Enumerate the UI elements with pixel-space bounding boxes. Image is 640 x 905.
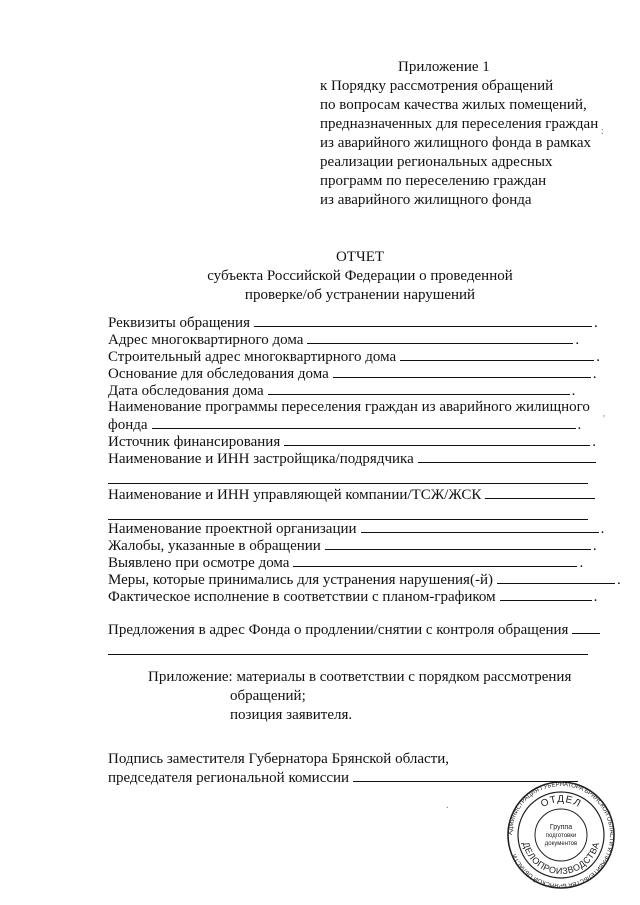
- field-blank-line[interactable]: [400, 348, 594, 361]
- field-end-period: .: [592, 366, 597, 382]
- field-blank-line[interactable]: [418, 450, 596, 463]
- stamp-center-line: документов: [544, 841, 578, 847]
- report-heading: [0, 248, 640, 305]
- field-blank-line[interactable]: [485, 486, 595, 499]
- attachment-block: [148, 668, 571, 725]
- report-subtitle-line1: субъекта Российской Федерации о проведенной: [207, 268, 513, 284]
- margin-mark: ': [603, 414, 605, 425]
- field-blank-line[interactable]: [293, 554, 577, 567]
- field-blank-line[interactable]: [108, 507, 588, 520]
- form-field-row: [108, 416, 608, 433]
- field-end-period: .: [577, 417, 582, 433]
- field-blank-line[interactable]: [108, 471, 588, 484]
- appendix-line: из аварийного жилищного фонда в рамках: [320, 135, 592, 151]
- signature-line1: Подпись заместителя Губернатора Брянской области,: [108, 751, 449, 767]
- field-label: Строительный адрес многоквартирного дома: [108, 349, 397, 365]
- form-field-row: [108, 571, 621, 588]
- field-blank-line[interactable]: [572, 621, 600, 634]
- field-blank-line[interactable]: [497, 571, 615, 584]
- field-blank-line[interactable]: [152, 416, 576, 429]
- field-label: Жалобы, указанные в обращении: [108, 538, 321, 554]
- field-label: Выявлено при осмотре дома: [108, 555, 290, 571]
- field-blank-line[interactable]: [108, 642, 588, 655]
- field-label: Источник финансирования: [108, 434, 281, 450]
- appendix-title: Приложение 1: [398, 59, 490, 75]
- form-field-row: [108, 365, 608, 382]
- field-blank-line[interactable]: [307, 331, 573, 344]
- form-field-row: [108, 588, 608, 605]
- field-end-period: .: [600, 521, 605, 537]
- appendix-line: предназначенных для переселения граждан: [320, 116, 599, 132]
- attachment-line: материалы в соответствии с порядком рассмотрения: [236, 669, 572, 685]
- field-end-period: .: [592, 538, 597, 554]
- field-label: Адрес многоквартирного дома: [108, 332, 304, 348]
- attachment-label: Приложение:: [148, 669, 233, 685]
- field-end-period: .: [571, 383, 576, 399]
- form-field-row: [108, 382, 608, 399]
- stamp-ring-bottom: ДЕЛОПРОИЗВОДСТВА: [520, 840, 602, 877]
- field-blank-line[interactable]: [333, 365, 591, 378]
- field-blank-line[interactable]: [268, 382, 570, 395]
- continuation-line[interactable]: [108, 638, 608, 655]
- continuation-line[interactable]: [108, 467, 608, 484]
- stamp-center-line: подготовки: [545, 833, 577, 839]
- field-label: Фактическое исполнение в соответствии с планом-графиком: [108, 589, 496, 605]
- field-blank-line[interactable]: [500, 588, 592, 601]
- appendix-line: реализации региональных адресных: [320, 154, 553, 170]
- field-blank-line[interactable]: [361, 520, 599, 533]
- appendix-line: по вопросам качества жилых помещений,: [320, 97, 587, 113]
- attachment-line: обращений;: [230, 688, 306, 704]
- form-field-row: [108, 621, 608, 638]
- field-label: Наименование программы переселения граждан из аварийного жилищного: [108, 399, 590, 415]
- field-label: Наименование и ИНН застройщика/подрядчика: [108, 451, 414, 467]
- field-end-period: .: [594, 315, 598, 331]
- field-blank-line[interactable]: [254, 314, 592, 327]
- field-label: Дата обследования дома: [108, 383, 264, 399]
- form-field-row: [108, 537, 608, 554]
- report-title: ОТЧЕТ: [335, 249, 385, 265]
- field-label: Наименование и ИНН управляющей компании/ТСЖ/ЖСК: [108, 487, 482, 503]
- report-subtitle-line2: проверке/об устранении нарушений: [244, 287, 476, 303]
- signature-line2: председателя региональной комиссии: [108, 770, 350, 786]
- stamp-outer-text: АДМИНИСТРАЦИЯ ГУБЕРНАТОРА БРЯНСКОЙ ОБЛАСТИ И ПРАВИТЕЛЬСТВА БРЯНСКОЙ ОБЛАСТИ: [507, 781, 615, 889]
- attachment-line: позиция заявителя.: [230, 707, 353, 723]
- form-field-row: [108, 486, 608, 503]
- field-blank-line[interactable]: [325, 537, 591, 550]
- form-field-row: [108, 348, 608, 365]
- appendix-line: программ по переселению граждан: [320, 173, 547, 189]
- field-blank-line[interactable]: [284, 433, 590, 446]
- field-label: Меры, которые принимались для устранения нарушения(-й): [108, 572, 493, 588]
- field-label: Наименование проектной организации: [108, 521, 357, 537]
- appendix-block: [320, 58, 620, 210]
- margin-mark: .: [446, 800, 449, 811]
- continuation-line[interactable]: [108, 503, 608, 520]
- field-end-period: .: [616, 572, 621, 588]
- appendix-line: из аварийного жилищного фонда: [320, 192, 532, 208]
- form-field-row: [108, 331, 608, 348]
- field-end-period: .: [596, 349, 600, 365]
- form-field-row: [108, 314, 608, 331]
- margin-mark: :: [601, 126, 604, 137]
- field-label: фонда: [108, 417, 148, 433]
- field-end-period: .: [579, 555, 584, 571]
- field-label: Предложения в адрес Фонда о продлении/снятии с контроля обращения: [108, 622, 569, 638]
- form-field-row: [108, 554, 608, 571]
- field-label: Реквизиты обращения: [108, 315, 250, 331]
- form-field-row: [108, 433, 608, 450]
- form-field-row: [108, 450, 608, 467]
- form-field-row: [108, 399, 608, 416]
- field-end-period: .: [593, 589, 598, 605]
- field-end-period: .: [592, 434, 596, 450]
- stamp-center-line: Группа: [549, 824, 573, 831]
- field-label: Основание для обследования дома: [108, 366, 329, 382]
- report-fields: [108, 314, 621, 655]
- appendix-line: к Порядку рассмотрения обращений: [320, 78, 554, 94]
- stamp-ring-top: ОТДЕЛ: [539, 793, 583, 810]
- department-stamp: [506, 780, 616, 890]
- field-end-period: .: [575, 332, 580, 348]
- form-field-row: [108, 520, 608, 537]
